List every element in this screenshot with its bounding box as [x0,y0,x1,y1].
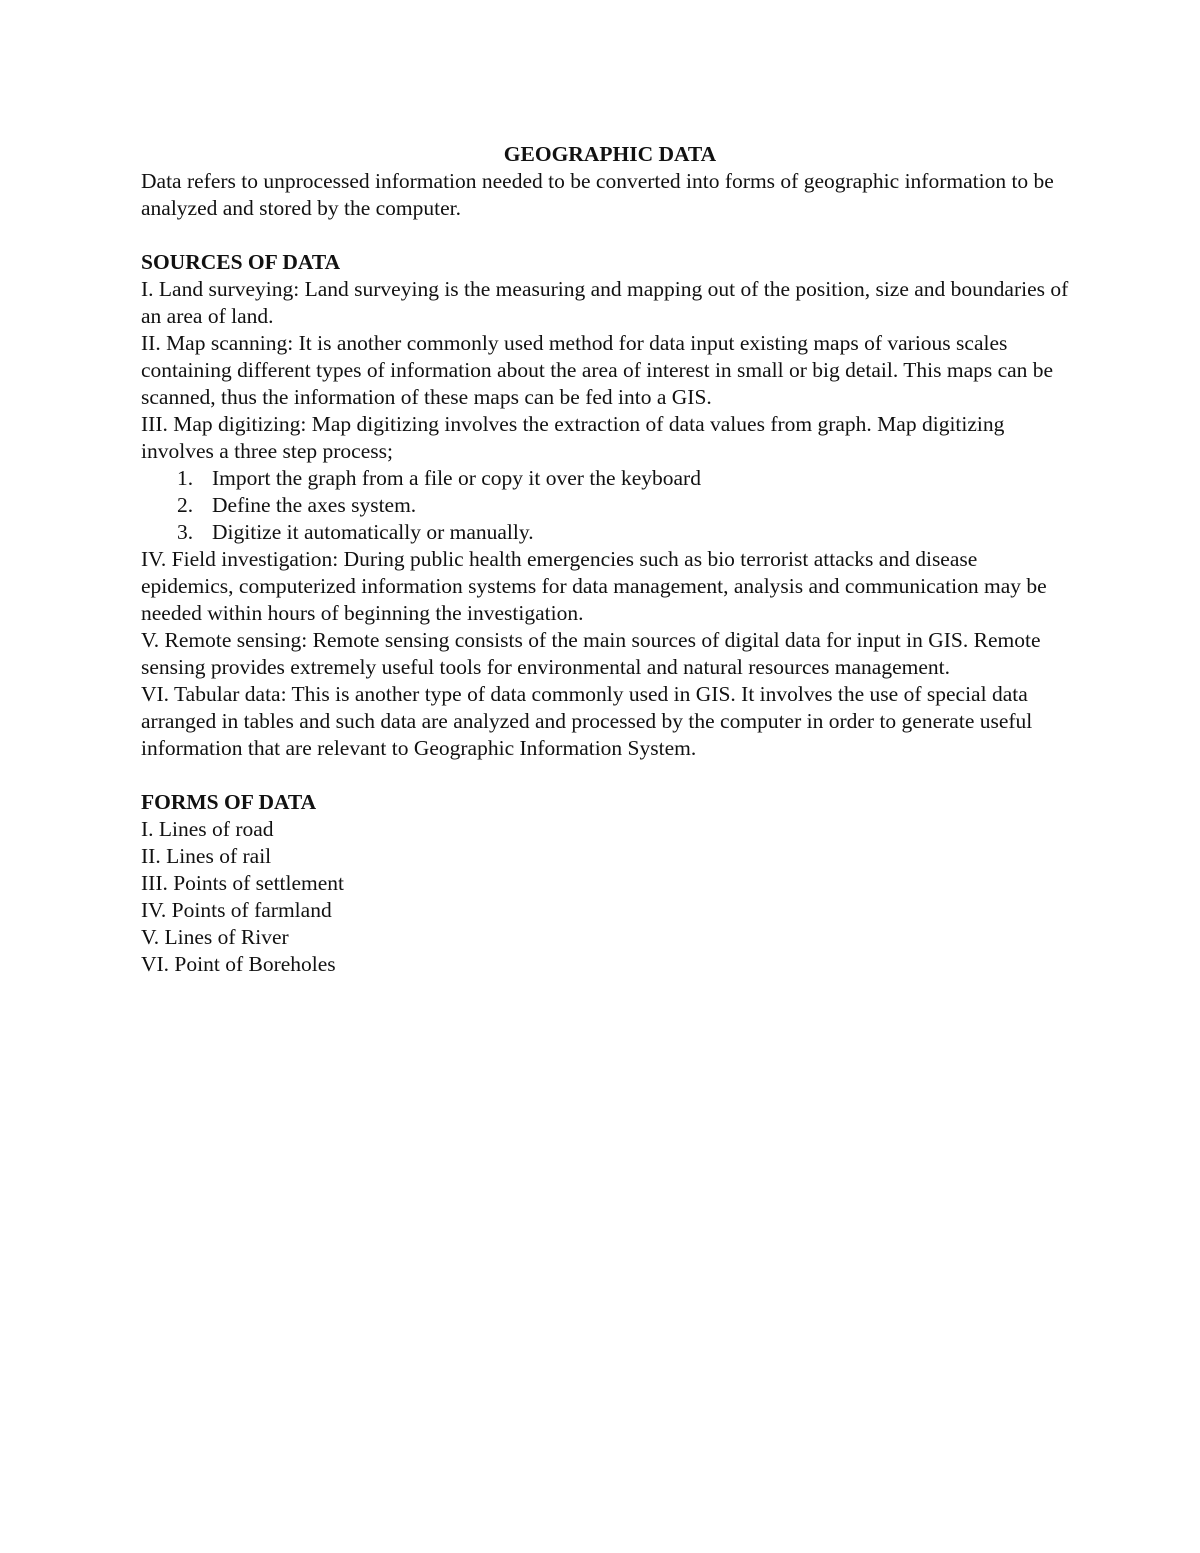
step-number: 1. [177,466,194,490]
sources-heading: SOURCES OF DATA [141,250,341,274]
forms-list [141,816,1071,978]
source-item-map-digitizing: III. Map digitizing: Map digitizing involves the extraction of data values from graph. Map digitizing involves a three step process; [141,412,1005,463]
intro-paragraph: Data refers to unprocessed information needed to be converted into forms of geographic information to be analyzed and stored by the computer. [141,169,1054,220]
step-number: 2. [177,493,194,517]
digitizing-step [141,519,1071,546]
form-item: V. Lines of River [141,925,289,949]
step-text: Define the axes system. [212,493,417,517]
form-item: VI. Point of Boreholes [141,952,336,976]
form-item: III. Points of settlement [141,871,345,895]
form-item: I. Lines of road [141,817,274,841]
source-item-tabular-data: VI. Tabular data: This is another type of data commonly used in GIS. It involves the use of special data arranged in tables and such data are analyzed and processed by the computer in order to generate useful information that are relevant to Geographic Information System. [141,682,1033,760]
form-item: IV. Points of farmland [141,898,332,922]
digitizing-step [141,492,1071,519]
document-title: GEOGRAPHIC DATA [503,142,717,166]
step-text: Digitize it automatically or manually. [212,520,534,544]
forms-heading: FORMS OF DATA [141,790,317,814]
step-text: Import the graph from a file or copy it over the keyboard [212,466,701,490]
sources-list [141,276,1071,762]
form-item: II. Lines of rail [141,844,272,868]
document-body [141,141,1071,978]
digitizing-step [141,465,1071,492]
source-item-map-scanning: II. Map scanning: It is another commonly used method for data input existing maps of various scales containing different types of information about the area of interest in small or big detail. This maps can be scanned, thus the information of these maps can be fed into a GIS. [141,331,1054,409]
source-item-field-investigation: IV. Field investigation: During public health emergencies such as bio terrorist attacks and disease epidemics, computerized information systems for data management, analysis and communication may be needed within hours of beginning the investigation. [141,547,1047,625]
step-number: 3. [177,520,194,544]
source-item-land-surveying: I. Land surveying: Land surveying is the measuring and mapping out of the position, size and boundaries of an area of land. [141,277,1069,328]
source-item-remote-sensing: V. Remote sensing: Remote sensing consists of the main sources of digital data for input in GIS. Remote sensing provides extremely useful tools for environmental and natural resources management. [141,628,1041,679]
digitizing-steps-list [141,465,1071,546]
